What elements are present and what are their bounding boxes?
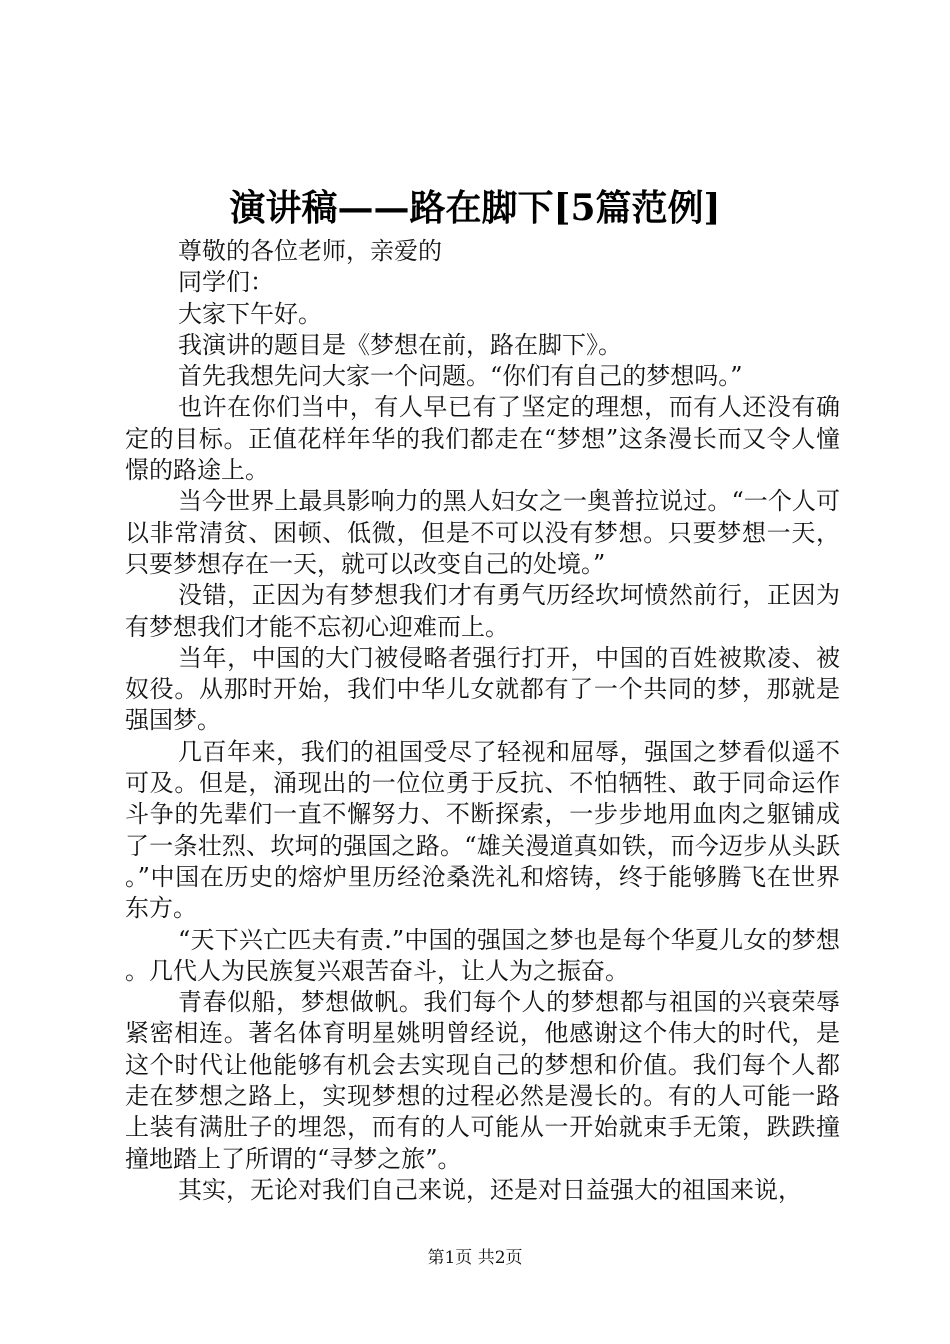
paragraph-hello: 大家下午好。: [178, 299, 322, 328]
paragraph-question: 首先我想先问大家一个问题。“你们有自己的梦想吗。”: [178, 362, 743, 391]
document-title: 演讲稿——路在脚下[5篇范例]: [229, 187, 721, 229]
paragraph-greeting-cont: 同学们：: [178, 268, 274, 297]
paragraph-courage: 没错，正因为有梦想我们才有勇气历经坎坷愤然前行，正因为有梦想我们才能不忘初心迎难而上。: [125, 581, 840, 641]
paragraph-greeting: 尊敬的各位老师，亲爱的: [178, 237, 442, 265]
paragraph-history: 当年，中国的大门被侵略者强行打开，中国的百姓被欺凌、被奴役。从那时开始，我们中华儿女就都有了一个共同的梦，那就是强国梦。: [125, 643, 840, 735]
page-footer: 第1页 共2页: [427, 1248, 523, 1268]
paragraph-closing: 其实，无论对我们自己来说，还是对日益强大的祖国来说，: [178, 1175, 802, 1204]
paragraph-ideals: 也许在你们当中，有人早已有了坚定的理想，而有人还没有确定的目标。正值花样年华的我们都走在“梦想”这条漫长而又令人憧憬的路途上。: [125, 393, 840, 485]
paragraph-topic: 我演讲的题目是《梦想在前，路在脚下》。: [178, 330, 622, 359]
paragraph-strong-nation: 几百年来，我们的祖国受尽了轻视和屈辱，强国之梦看似遥不可及。但是，涌现出的一位位勇于反抗、不怕牺牲、敢于同命运作斗争的先辈们一直不懈努力、不断探索，一步步地用血肉之躯铺成了一条壮烈、坎坷的强国之路。“雄关漫道真如铁，而今迈步从头跃。”中国在历史的熔炉里历经沧桑洗礼和熔铸，终于能够腾飞在世界东方。: [125, 737, 840, 923]
paragraph-oprah-quote: 当今世界上最具影响力的黑人妇女之一奥普拉说过。“一个人可以非常清贫、困顿、低微，但是不可以没有梦想。只要梦想一天，只要梦想存在一天，就可以改变自己的处境。”: [125, 487, 840, 578]
document-body: [125, 236, 840, 1206]
paragraph-youth: 青春似船，梦想做帆。我们每个人的梦想都与祖国的兴衰荣辱紧密相连。著名体育明星姚明曾经说，他感谢这个伟大的时代，是这个时代让他能够有机会去实现自己的梦想和价值。我们每个人都走在梦想之路上，实现梦想的过程必然是漫长的。有的人可能一路上装有满肚子的埋怨，而有的人可能从一开始就束手无策，跌跌撞撞地踏上了所谓的“寻梦之旅”。: [125, 988, 840, 1173]
paragraph-responsibility: “天下兴亡匹夫有责.”中国的强国之梦也是每个华夏儿女的梦想。几代人为民族复兴艰苦奋斗，让人为之振奋。: [125, 925, 840, 985]
